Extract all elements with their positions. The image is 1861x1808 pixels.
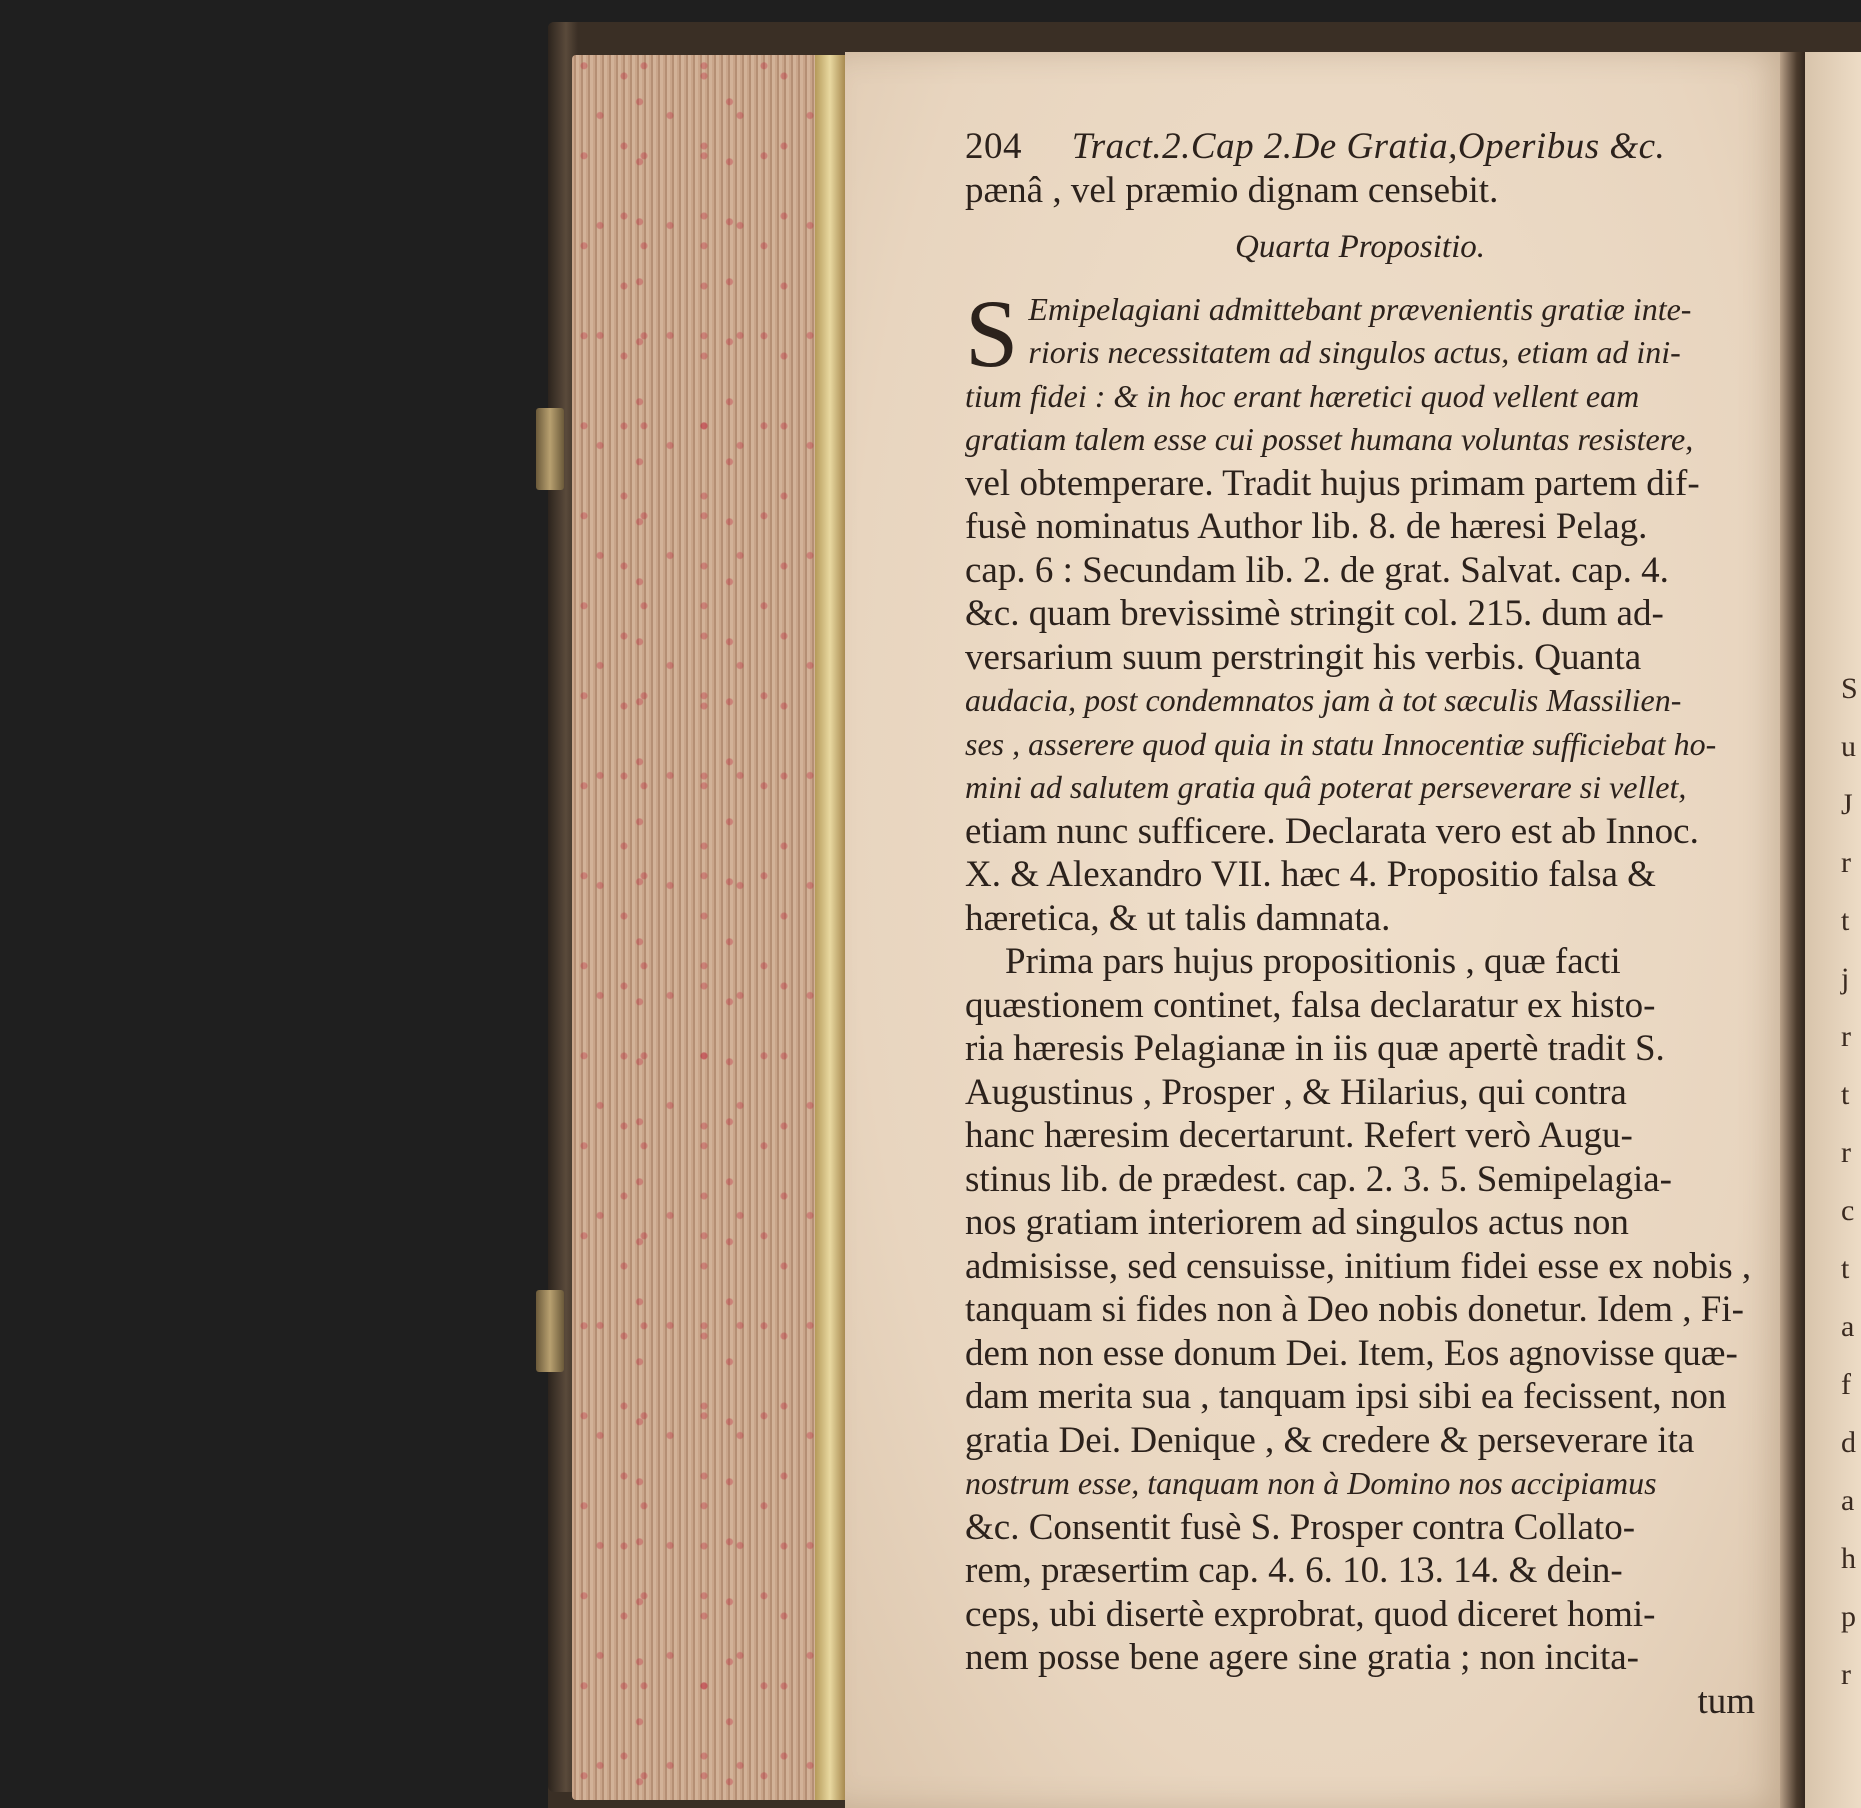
text-line: Emipelagiani admittebant prævenientis gratiæ inte- — [1028, 290, 1692, 327]
next-page-fragment: u — [1841, 730, 1856, 763]
next-page-fragment: a — [1841, 1484, 1855, 1517]
text-line: stinus lib. de prædest. cap. 2. 3. 5. Semipelagia- — [965, 1158, 1672, 1200]
text-line: ses , asserere quod quia in statu Innocentiæ sufficiebat ho- — [965, 725, 1717, 762]
page-block-edge — [572, 55, 842, 1800]
text-line: hæretica, & ut talis damnata. — [965, 897, 1391, 939]
next-page-fragment: S — [1841, 672, 1858, 705]
next-page-fragment: t — [1841, 1078, 1850, 1111]
text-line: dam merita sua , tanquam ipsi sibi ea fecissent, non — [965, 1376, 1727, 1417]
text-line: nem posse bene agere sine gratia ; non incita- — [965, 1637, 1639, 1678]
text-line: rem, præsertim cap. 4. 6. 10. 13. 14. & dein- — [965, 1550, 1623, 1591]
catchword: tum — [1697, 1680, 1755, 1722]
text-line: tanquam si fides non à Deo nobis donetur. Idem , Fi- — [965, 1289, 1744, 1330]
text-line: nos gratiam interiorem ad singulos actus non — [965, 1202, 1629, 1243]
text-line: ceps, ubi disertè exprobrat, quod diceret homi- — [965, 1593, 1656, 1635]
next-page-fragment: t — [1841, 1252, 1850, 1285]
text-line: etiam nunc sufficere. Declarata vero est ab Innoc. — [965, 810, 1699, 852]
text-line: fusè nominatus Author lib. 8. de hæresi Pelag. — [965, 506, 1648, 547]
text-line: ria hæresis Pelagianæ in iis quæ apertè tradit S. — [965, 1028, 1665, 1069]
text-line: Augustinus , Prosper , & Hilarius, qui contra — [965, 1071, 1627, 1113]
book-gutter — [1780, 52, 1808, 1808]
next-page-fragment: a — [1841, 1310, 1855, 1343]
running-header — [965, 125, 1755, 169]
text-line: X. & Alexandro VII. hæc 4. Propositio falsa & — [965, 854, 1656, 895]
text-line: pænâ , vel præmio dignam censebit. — [965, 169, 1499, 211]
text-line: audacia, post condemnatos jam à tot sæculis Massilien- — [965, 682, 1682, 718]
next-page-fragment: r — [1841, 1136, 1851, 1169]
text-line: dem non esse donum Dei. Item, Eos agnovisse quæ- — [965, 1332, 1738, 1374]
next-page-fragment: t — [1841, 904, 1850, 937]
text-line: vel obtemperare. Tradit hujus primam partem dif- — [965, 462, 1700, 504]
second-paragraph — [965, 940, 1755, 1723]
next-page-fragment: j — [1841, 962, 1850, 995]
text-line: quæstionem continet, falsa declaratur ex histo- — [965, 984, 1656, 1026]
text-line: &c. quam brevissimè stringit col. 215. dum ad- — [965, 593, 1664, 634]
next-page-fragment: r — [1841, 1658, 1851, 1691]
section-title: Quarta Propositio. — [1235, 229, 1485, 265]
running-title: Tract.2.Cap 2.De Gratia,Operibus &c. — [1071, 126, 1666, 167]
text-line: gratiam talem esse cui posset humana voluntas resistere, — [965, 421, 1694, 457]
page-number: 204 — [965, 126, 1022, 167]
clasp-top — [536, 408, 564, 490]
text-line: mini ad salutem gratia quâ poterat perseverare si vellet, — [965, 769, 1687, 805]
drop-cap: S — [965, 279, 1019, 387]
next-page-fragment: J — [1841, 788, 1853, 821]
text-line: gratia Dei. Denique , & credere & perseverare ita — [965, 1419, 1695, 1461]
next-page-fragment: d — [1841, 1426, 1856, 1459]
next-page-fragment: h — [1841, 1542, 1856, 1575]
text-line: hanc hæresim decertarunt. Refert verò Augu- — [965, 1115, 1633, 1156]
text-line: Prima pars hujus propositionis , quæ facti — [1005, 941, 1621, 982]
text-line: versarium suum perstringit his verbis. Quanta — [965, 636, 1642, 678]
next-page-fragment: p — [1841, 1600, 1856, 1633]
text-line: admisisse, sed censuisse, initium fidei esse ex nobis , — [965, 1245, 1752, 1287]
next-page-fragment: f — [1841, 1368, 1851, 1401]
text-line: cap. 6 : Secundam lib. 2. de grat. Salvat. cap. 4. — [965, 549, 1669, 591]
first-paragraph — [965, 279, 1755, 941]
text-line: tium fidei : & in hoc erant hæretici quod vellent eam — [965, 377, 1640, 414]
text-line: &c. Consentit fusè S. Prosper contra Collato- — [965, 1506, 1636, 1548]
gilt-edge — [815, 55, 845, 1800]
text-line: rioris necessitatem ad singulos actus, etiam ad ini- — [1028, 334, 1681, 370]
next-page-fragment: r — [1841, 1020, 1851, 1053]
page-text — [965, 125, 1755, 1723]
text-line: nostrum esse, tanquam non à Domino nos accipiamus — [965, 1465, 1657, 1501]
clasp-bottom — [536, 1290, 564, 1372]
next-page-fragment: r — [1841, 846, 1851, 879]
next-page-fragment: c — [1841, 1194, 1855, 1227]
right-page-fragment — [1805, 52, 1861, 1808]
